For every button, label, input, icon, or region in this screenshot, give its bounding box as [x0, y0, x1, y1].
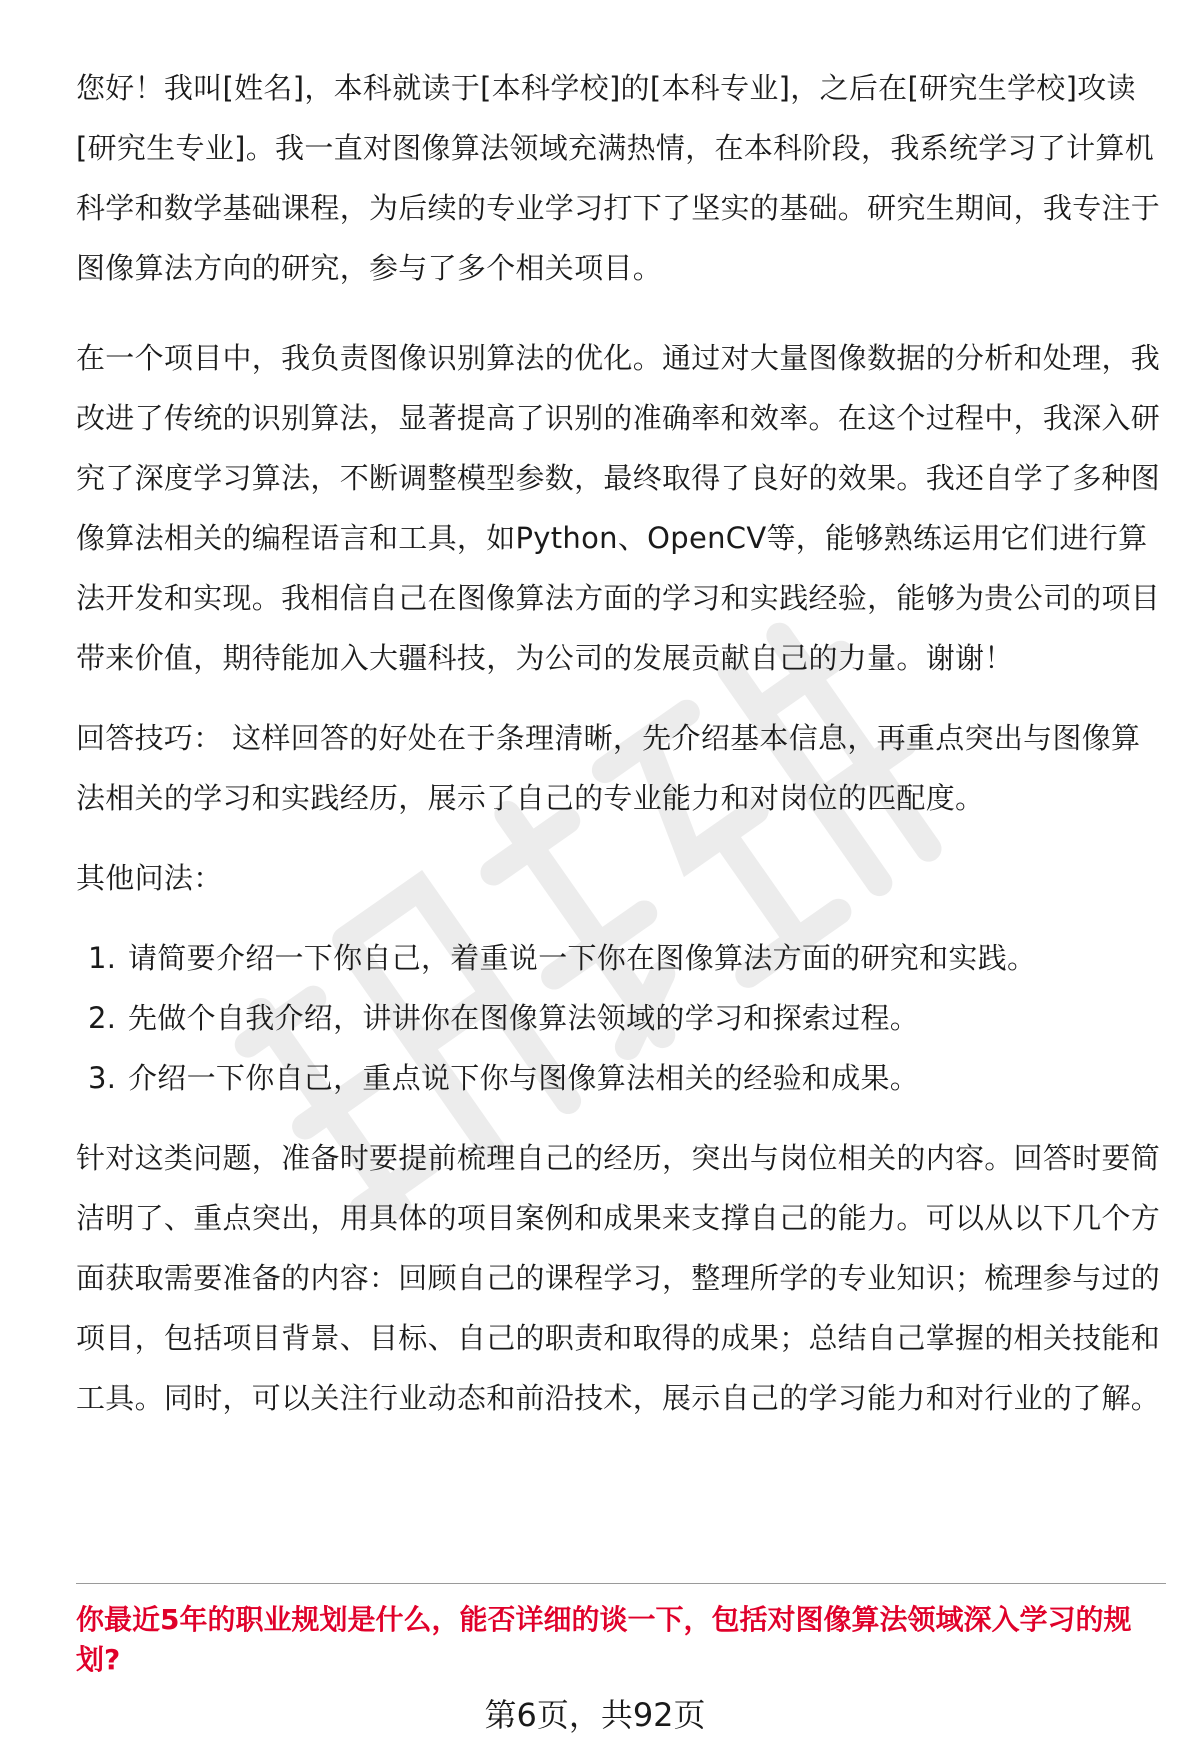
list-item-text: 请简要介绍一下你自己，着重说一下你在图像算法方面的研究和实践。 — [128, 941, 1037, 975]
list-item — [76, 928, 1166, 988]
document-body — [76, 58, 1166, 1428]
list-item — [76, 1048, 1166, 1108]
list-item-number: 3. — [88, 1061, 117, 1095]
section-divider — [76, 1583, 1166, 1584]
next-question-heading: 你最近5年的职业规划是什么，能否详细的谈一下，包括对图像算法领域深入学习的规划? — [76, 1603, 1132, 1676]
list-item-number: 1. — [88, 941, 117, 975]
list-item-text: 先做个自我介绍，讲讲你在图像算法领域的学习和探索过程。 — [128, 1001, 920, 1035]
page-number-footer: 第6页，共92页 — [484, 1696, 706, 1734]
list-item-text: 介绍一下你自己，重点说下你与图像算法相关的经验和成果。 — [128, 1061, 920, 1095]
list-item — [76, 988, 1166, 1048]
project-paragraph: 在一个项目中，我负责图像识别算法的优化。通过对大量图像数据的分析和处理，我改进了传统的识别算法，显著提高了识别的准确率和效率。在这个过程中，我深入研究了深度学习算法，不断调整模型参数，最终取得了良好的效果。我还自学了多种图像算法相关的编程语言和工具，如Python、OpenCV等，能够熟练运用它们进行算法开发和实现。我相信自己在图像算法方面的学习和实践经验，能够为贵公司的项目带来价值，期待能加入大疆科技，为公司的发展贡献自己的力量。谢谢！ — [76, 341, 1161, 675]
tips-paragraph: 回答技巧： 这样回答的好处在于条理清晰，先介绍基本信息，再重点突出与图像算法相关的学习和实践经历，展示了自己的专业能力和对岗位的匹配度。 — [76, 721, 1141, 815]
other-questions-label: 其他问法： — [76, 861, 223, 895]
intro-paragraph: 您好！我叫[姓名]，本科就读于[本科学校]的[本科专业]，之后在[研究生学校]攻读[研究生专业]。我一直对图像算法领域充满热情，在本科阶段，我系统学习了计算机科学和数学基础课程，为后续的专业学习打下了坚实的基础。研究生期间，我专注于图像算法方向的研究，参与了多个相关项目。 — [76, 71, 1161, 285]
list-item-number: 2. — [88, 1001, 117, 1035]
advice-paragraph: 针对这类问题，准备时要提前梳理自己的经历，突出与岗位相关的内容。回答时要简洁明了、重点突出，用具体的项目案例和成果来支撑自己的能力。可以从以下几个方面获取需要准备的内容：回顾自己的课程学习，整理所学的专业知识；梳理参与过的项目，包括项目背景、目标、自己的职责和取得的成果；总结自己掌握的相关技能和工具。同时，可以关注行业动态和前沿技术，展示自己的学习能力和对行业的了解。 — [76, 1141, 1161, 1415]
other-questions-list — [76, 928, 1166, 1108]
